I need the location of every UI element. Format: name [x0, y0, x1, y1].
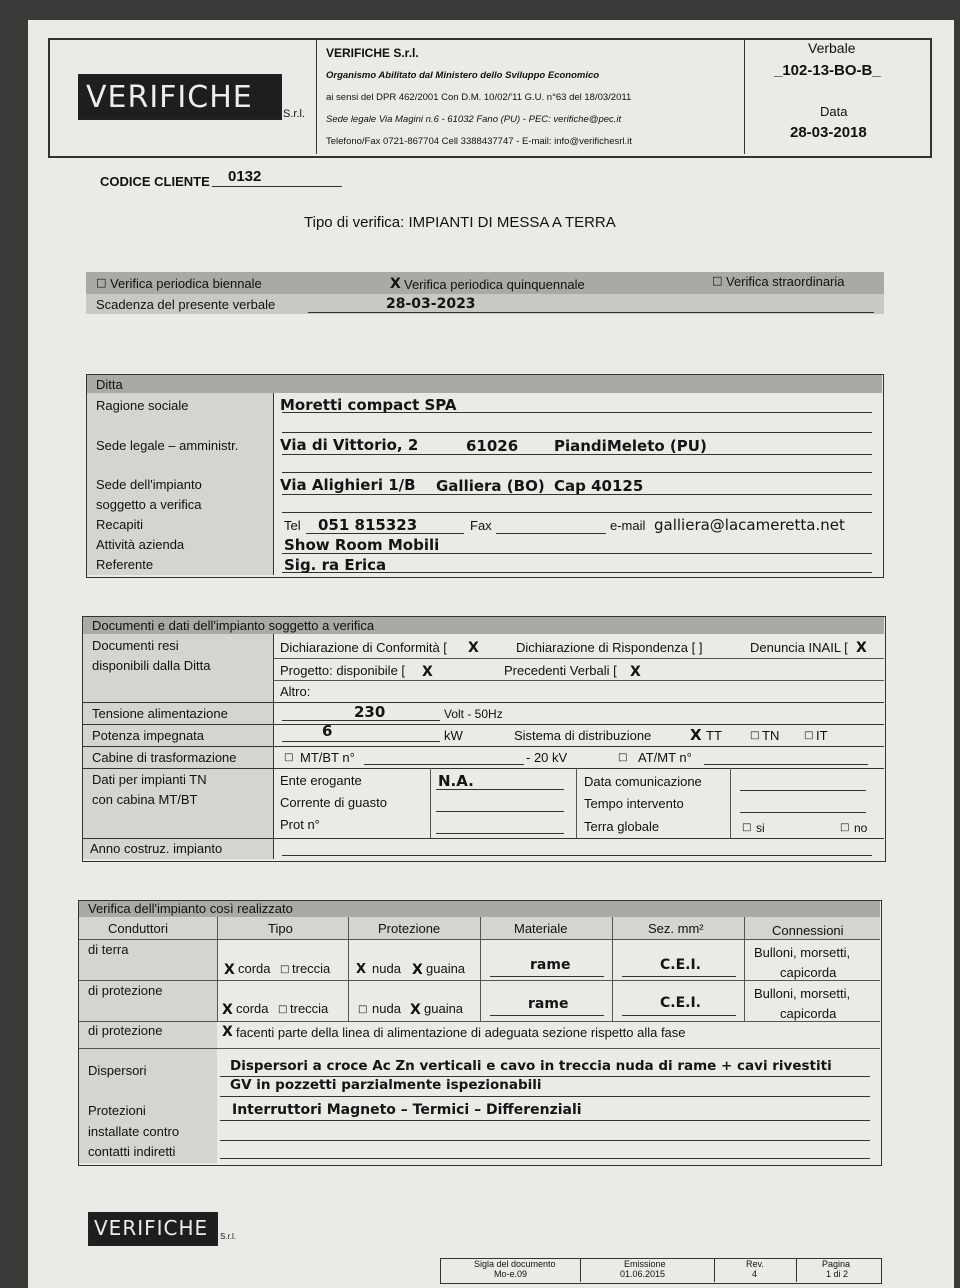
footer-logo-text: VERIFICHE: [94, 1216, 209, 1240]
ragione-line-2: [282, 432, 872, 433]
referente-label: Referente: [96, 557, 154, 572]
ragione-sociale-value: Moretti compact SPA: [280, 396, 457, 414]
biennale-label: Verifica periodica biennale: [110, 276, 262, 291]
inail-check[interactable]: X: [856, 640, 867, 656]
no-checkbox[interactable]: □: [840, 822, 850, 833]
protezioni-value: Interruttori Magneto – Termici – Differenziali: [232, 1102, 582, 1118]
mtbt-label: MT/BT n°: [300, 750, 355, 765]
documenti-row-line-2: [273, 680, 884, 681]
footer-pagina-label: Pagina: [822, 1259, 851, 1269]
row2-materiale-line: [490, 1015, 604, 1016]
sede-impianto-label-2: soggetto a verifica: [96, 497, 202, 512]
data-comunicazione-label: Data comunicazione: [584, 774, 702, 789]
email-label: e-mail: [610, 518, 646, 533]
documenti-row-line-6: [83, 768, 884, 769]
potenza-line: [282, 741, 440, 742]
protezioni-underline-3: [220, 1158, 870, 1159]
data-com-line: [740, 790, 866, 791]
sede-citta: PiandiMeleto (PU): [554, 437, 707, 455]
tempo-label: Tempo intervento: [584, 796, 684, 811]
tel-value: 051 815323: [318, 516, 418, 534]
scadenza-line: [308, 312, 874, 313]
row1-treccia: treccia: [292, 961, 331, 976]
header-tipo: Tipo: [268, 921, 293, 936]
potenza-label: Potenza impegnata: [92, 728, 205, 743]
row1-guaina: guaina: [426, 961, 466, 976]
tel-label: Tel: [284, 518, 301, 533]
documenti-title: Documenti e dati dell'impianto soggetto a verifica: [92, 618, 375, 633]
verbale-value: _102-13-BO-B_: [774, 62, 881, 79]
header-materiale: Materiale: [514, 921, 568, 936]
terra-globale-label: Terra globale: [584, 819, 660, 834]
header-protezione: Protezione: [378, 921, 441, 936]
row2-nuda: nuda: [372, 1001, 401, 1016]
company-name: VERIFICHE S.r.l.: [326, 46, 419, 60]
row2-guaina-check[interactable]: X: [410, 1002, 421, 1018]
ente-label: Ente erogante: [280, 773, 362, 788]
dispersori-underline-1: [220, 1076, 870, 1077]
ditta-col-divider: [273, 393, 274, 575]
quinquennale-label: Verifica periodica quinquennale: [404, 277, 585, 292]
progetto-label: Progetto: disponibile [: [280, 663, 406, 678]
fax-line: [496, 533, 606, 534]
email-value: galliera@lacameretta.net: [654, 516, 845, 534]
tn-dati-label-1: Dati per impianti TN: [92, 772, 207, 787]
fax-label: Fax: [470, 518, 492, 533]
protezioni-label-3: contatti indiretti: [88, 1144, 176, 1159]
impianto-cap: Cap 40125: [554, 477, 644, 495]
realizzato-col-5: [744, 917, 745, 1021]
protezioni-label-1: Protezioni: [88, 1103, 146, 1118]
sede-via: Via di Vittorio, 2: [280, 436, 419, 454]
dispersori-line-2: GV in pozzetti parzialmente ispezionabili: [230, 1077, 542, 1093]
footer-rev-value: 4: [752, 1269, 758, 1279]
footer-logo: [88, 1212, 218, 1246]
row1-guaina-check[interactable]: X: [412, 962, 423, 978]
codice-cliente-label: CODICE CLIENTE: [100, 174, 210, 189]
row1-treccia-checkbox[interactable]: □: [280, 964, 290, 975]
row1-sezione-line: [622, 976, 736, 977]
corrente-label: Corrente di guasto: [280, 795, 387, 810]
footer-logo-suffix: S.r.l.: [220, 1232, 237, 1241]
row-protezione-2-label: di protezione: [88, 1023, 163, 1038]
documenti-row-line-5: [83, 746, 884, 747]
footer-col-line-3: [796, 1258, 797, 1282]
tt-check[interactable]: X: [690, 726, 702, 744]
dispersori-underline-2: [220, 1096, 870, 1097]
mtbt-line: [364, 764, 524, 765]
mtbt-checkbox[interactable]: □: [284, 752, 294, 763]
documenti-resi-label-1: Documenti resi: [92, 638, 179, 653]
row1-materiale-line: [490, 976, 604, 977]
header-conduttori: Conduttori: [108, 921, 168, 936]
inail-label: Denuncia INAIL [: [750, 640, 848, 655]
row1-corda-check[interactable]: X: [224, 962, 235, 978]
conformita-label: Dichiarazione di Conformità [: [280, 640, 447, 655]
row1-materiale: rame: [530, 957, 571, 973]
footer-sigla-value: Mo-e.09: [494, 1269, 528, 1279]
data-label: Data: [820, 104, 848, 119]
altro-label: Altro:: [280, 684, 311, 699]
tensione-unit: Volt - 50Hz: [444, 707, 503, 721]
verbale-label: Verbale: [808, 40, 856, 56]
footer-emissione-label: Emissione: [624, 1259, 666, 1269]
ragione-sociale-label: Ragione sociale: [96, 398, 189, 413]
realizzato-title: Verifica dell'impianto così realizzato: [88, 901, 293, 916]
atmt-checkbox[interactable]: □: [618, 752, 628, 763]
row1-nuda-check[interactable]: X: [356, 962, 367, 977]
row2-nuda-checkbox[interactable]: □: [358, 1004, 368, 1015]
row1-conn-1: Bulloni, morsetti,: [754, 945, 851, 960]
header-sezione: Sez. mm²: [648, 921, 704, 936]
documenti-row-line-4: [83, 724, 884, 725]
realizzato-col-2: [348, 917, 349, 1021]
protezioni-underline-2: [220, 1140, 870, 1141]
row2-conn-1: Bulloni, morsetti,: [754, 986, 851, 1001]
sede-cap: 61026: [466, 437, 519, 455]
scadenza-label: Scadenza del presente verbale: [96, 297, 276, 312]
impianto-via: Via Alighieri 1/B: [280, 476, 416, 494]
anno-line: [282, 855, 872, 856]
realizzato-row-line-3: [79, 1048, 880, 1049]
tn-grid-divider-3: [730, 768, 731, 838]
attivita-label: Attività azienda: [96, 537, 185, 552]
attivita-value: Show Room Mobili: [284, 536, 440, 554]
logo-text: VERIFICHE: [86, 80, 253, 115]
ente-line: [436, 789, 564, 790]
footer-rev-label: Rev.: [746, 1259, 764, 1269]
checkbox-straordinaria[interactable]: □: [712, 274, 723, 287]
documenti-resi-label-2: disponibili dalla Ditta: [92, 658, 211, 673]
kv-label: - 20 kV: [526, 750, 568, 765]
prot-label: Prot n°: [280, 817, 320, 832]
row-terra-label: di terra: [88, 942, 129, 957]
row2-corda-check[interactable]: X: [222, 1002, 233, 1018]
row2-treccia: treccia: [290, 1001, 329, 1016]
potenza-value: 6: [322, 722, 333, 740]
codice-cliente-value: 0132: [228, 168, 262, 185]
sede-line-2: [282, 472, 872, 473]
ente-value: N.A.: [438, 772, 474, 790]
it-checkbox[interactable]: □: [804, 730, 814, 741]
company-logo: [78, 74, 282, 120]
row2-materiale: rame: [528, 996, 569, 1012]
header-connessioni: Connessioni: [772, 923, 844, 938]
header-line-1: Organismo Abilitato dal Ministero dello Sviluppo Economico: [326, 70, 600, 81]
header-line-3: Sede legale Via Magini n.6 - 61032 Fano (PU) - PEC: verifiche@pec.it: [326, 114, 622, 125]
protezioni-underline-1: [220, 1120, 870, 1121]
logo-suffix: S.r.l.: [283, 108, 306, 120]
straordinaria-label: Verifica straordinaria: [726, 274, 845, 289]
footer-col-line-1: [580, 1258, 581, 1282]
row2-corda: corda: [236, 1001, 269, 1016]
rispondenza-label: Dichiarazione di Rispondenza [ ]: [516, 640, 703, 655]
footer-col-line-2: [714, 1258, 715, 1282]
tt-label: TT: [706, 728, 722, 743]
checkbox-quinquennale[interactable]: X: [390, 276, 401, 292]
protezioni-label-2: installate contro: [88, 1124, 180, 1139]
row-protezione-label: di protezione: [88, 983, 163, 998]
header-divider-left: [316, 40, 317, 154]
codice-cliente-line: [212, 186, 342, 187]
ditta-header: [87, 375, 882, 393]
row1-nuda: nuda: [372, 961, 401, 976]
sede-impianto-label-1: Sede dell'impianto: [96, 477, 202, 492]
footer-pagina-value: 1 di 2: [826, 1269, 849, 1279]
conformita-check[interactable]: X: [468, 640, 479, 656]
si-label: si: [756, 821, 765, 835]
prot-line: [436, 833, 564, 834]
documenti-row-line-7: [83, 838, 884, 839]
realizzato-col-1: [217, 917, 218, 1021]
atmt-line: [704, 764, 868, 765]
atmt-label: AT/MT n°: [638, 750, 692, 765]
row2-sezione-line: [622, 1015, 736, 1016]
sistema-label: Sistema di distribuzione: [514, 728, 652, 743]
scadenza-value: 28-03-2023: [386, 296, 476, 312]
tn-dati-label-2: con cabina MT/BT: [92, 792, 198, 807]
it-label: IT: [816, 728, 828, 743]
tn-grid-divider-1: [430, 768, 431, 838]
row3-check[interactable]: X: [222, 1024, 233, 1040]
dispersori-label: Dispersori: [88, 1063, 147, 1078]
row2-guaina: guaina: [424, 1001, 464, 1016]
tensione-value: 230: [354, 703, 386, 721]
realizzato-row-line-1: [79, 980, 880, 981]
checkbox-biennale[interactable]: □: [96, 276, 107, 289]
header-divider-right: [744, 40, 745, 154]
referente-value: Sig. ra Erica: [284, 556, 387, 574]
potenza-unit: kW: [444, 728, 463, 743]
precedenti-check[interactable]: X: [630, 664, 641, 680]
impianto-citta: Galliera (BO): [436, 477, 545, 495]
tn-grid-divider-2: [576, 768, 577, 838]
si-checkbox[interactable]: □: [742, 822, 752, 833]
footer-sigla-label: Sigla del documento: [474, 1259, 556, 1269]
row2-treccia-checkbox[interactable]: □: [278, 1004, 288, 1015]
header-line-4: Telefono/Fax 0721-867704 Cell 3388437747 - E-mail: info@verifichesrl.it: [326, 136, 632, 147]
documenti-row-line-1: [273, 658, 884, 659]
documenti-row-line-3: [83, 702, 884, 703]
tensione-label: Tensione alimentazione: [92, 706, 228, 721]
impianto-line-2: [282, 512, 872, 513]
row1-sezione: C.E.I.: [660, 957, 702, 973]
anno-label: Anno costruz. impianto: [90, 841, 223, 856]
progetto-check[interactable]: X: [422, 664, 433, 680]
footer-emissione-value: 01.06.2015: [620, 1269, 666, 1279]
dispersori-line-1: Dispersori a croce Ac Zn verticali e cavo in treccia nuda di rame + cavi rivestiti: [230, 1058, 832, 1074]
sede-legale-label: Sede legale – amministr.: [96, 438, 239, 453]
row3-text: facenti parte della linea di alimentazione di adeguata sezione rispetto alla fase: [236, 1025, 686, 1040]
tipo-verifica-title: Tipo di verifica: IMPIANTI DI MESSA A TERRA: [304, 214, 616, 231]
row1-corda: corda: [238, 961, 271, 976]
row1-conn-2: capicorda: [780, 965, 837, 980]
cabine-label: Cabine di trasformazione: [92, 750, 237, 765]
tn-checkbox[interactable]: □: [750, 730, 760, 741]
no-label: no: [854, 821, 868, 835]
precedenti-label: Precedenti Verbali [: [504, 663, 617, 678]
row2-sezione: C.E.I.: [660, 995, 702, 1011]
corrente-line: [436, 811, 564, 812]
realizzato-row-line-0: [79, 939, 880, 940]
tn-label: TN: [762, 728, 780, 743]
header-line-2: ai sensi del DPR 462/2001 Con D.M. 10/02/'11 G.U. n°63 del 18/03/2011: [326, 92, 632, 103]
realizzato-col-4: [612, 917, 613, 1021]
realizzato-col-3: [480, 917, 481, 1021]
row2-conn-2: capicorda: [780, 1006, 837, 1021]
recapiti-label: Recapiti: [96, 517, 143, 532]
ditta-title: Ditta: [96, 377, 123, 392]
data-value: 28-03-2018: [790, 124, 867, 141]
tempo-line: [740, 812, 866, 813]
realizzato-row-line-2: [79, 1021, 880, 1022]
